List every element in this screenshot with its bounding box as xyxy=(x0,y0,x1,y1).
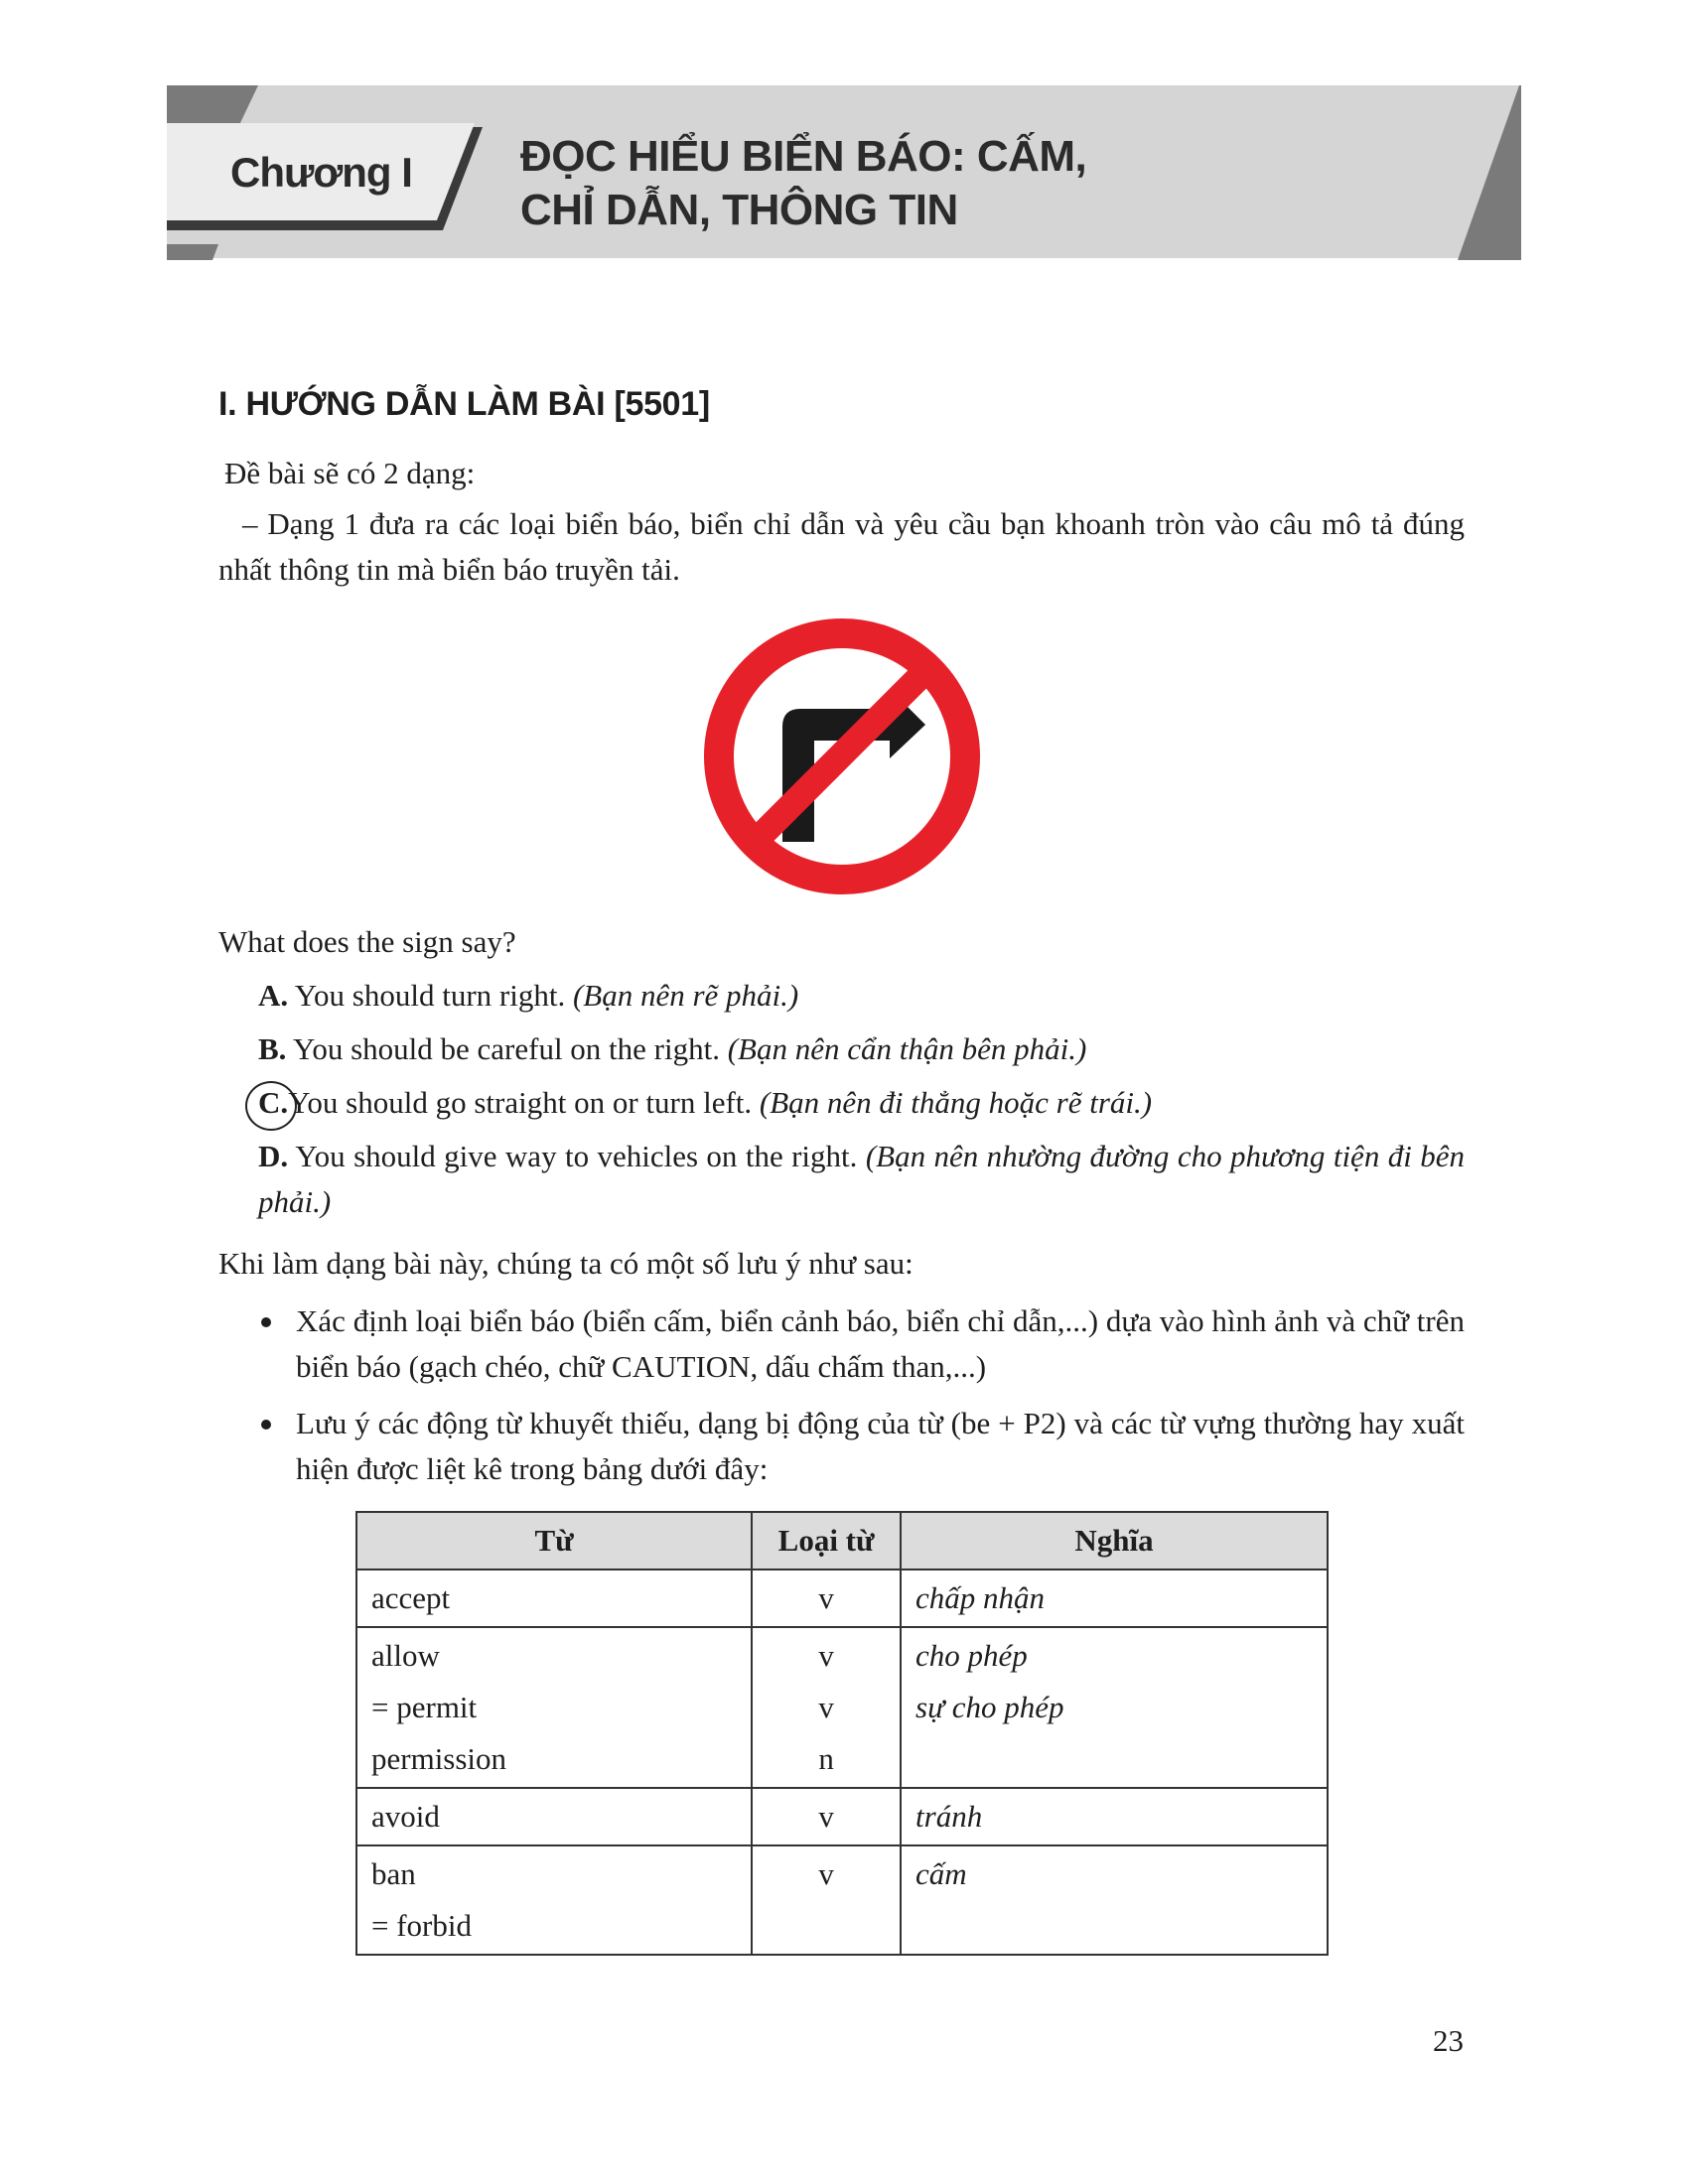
option-letter: C. xyxy=(258,1085,289,1120)
type-cell xyxy=(752,1845,901,1955)
word: = forbid xyxy=(371,1908,472,1943)
chapter-title xyxy=(520,130,1414,237)
header-meaning: Nghĩa xyxy=(901,1512,1328,1570)
intro-text: Đề bài sẽ có 2 dạng: xyxy=(224,456,476,490)
option-c xyxy=(258,1080,1465,1126)
chapter-banner xyxy=(0,0,1688,268)
table-row xyxy=(356,1845,1328,1955)
word-type: v xyxy=(818,1799,834,1834)
question-prompt: What does the sign say? xyxy=(218,924,516,959)
section-heading: I. HƯỚNG DẪN LÀM BÀI [5501] xyxy=(218,385,710,423)
word: allow xyxy=(371,1638,440,1673)
word-cell xyxy=(356,1627,752,1788)
page-number: 23 xyxy=(1433,2023,1464,2058)
word-type: v xyxy=(818,1580,834,1615)
word-cell xyxy=(356,1788,752,1845)
chapter-title-line1: ĐỌC HIỂU BIỂN BÁO: CẤM, xyxy=(520,132,1087,181)
type-cell xyxy=(752,1570,901,1627)
table-row xyxy=(356,1627,1328,1788)
meaning-cell xyxy=(901,1845,1328,1955)
bullet-dot xyxy=(261,1317,271,1327)
type-cell xyxy=(752,1627,901,1788)
header-word: Từ xyxy=(356,1512,752,1570)
header-type: Loại từ xyxy=(752,1512,901,1570)
option-text: You should be careful on the right. xyxy=(293,1031,720,1066)
note-bullet-2: Lưu ý các động từ khuyết thiếu, dạng bị động của từ (be + P2) và các từ vựng thường hay xuất hiện được liệt kê trong bảng dưới đây: xyxy=(296,1406,1465,1486)
table-row xyxy=(356,1570,1328,1627)
option-text: You should turn right. xyxy=(294,978,566,1013)
option-a xyxy=(258,973,1465,1019)
option-letter: A. xyxy=(258,978,289,1013)
meaning-cell xyxy=(901,1788,1328,1845)
meaning: chấp nhận xyxy=(915,1580,1046,1615)
option-b xyxy=(258,1026,1465,1072)
word: permission xyxy=(371,1741,507,1776)
word-cell xyxy=(356,1570,752,1627)
option-translation: (Bạn nên nhường đường cho phương tiện đi bên phải.) xyxy=(258,1139,1465,1219)
word-type: n xyxy=(818,1741,834,1776)
no-right-turn-sign-icon xyxy=(691,606,993,907)
vocabulary-table xyxy=(355,1511,1329,1956)
dang1-text: – Dạng 1 đưa ra các loại biển báo, biển chỉ dẫn và yêu cầu bạn khoanh tròn vào câu mô tả đúng nhất thông tin mà biển báo truyền tải. xyxy=(218,506,1465,587)
word-type: v xyxy=(818,1690,834,1724)
meaning: sự cho phép xyxy=(915,1690,1064,1724)
meaning-cell xyxy=(901,1627,1328,1788)
option-translation: (Bạn nên rẽ phải.) xyxy=(572,978,799,1013)
meaning: cấm xyxy=(915,1856,967,1891)
meaning: cho phép xyxy=(915,1638,1028,1673)
word-cell xyxy=(356,1845,752,1955)
option-translation: (Bạn nên đi thẳng hoặc rẽ trái.) xyxy=(759,1085,1153,1120)
word: avoid xyxy=(371,1799,440,1834)
word: ban xyxy=(371,1856,416,1891)
type-cell xyxy=(752,1788,901,1845)
word: = permit xyxy=(371,1690,478,1724)
option-d xyxy=(258,1134,1465,1225)
meaning-cell xyxy=(901,1570,1328,1627)
note-bullet-1: Xác định loại biển báo (biển cấm, biển cảnh báo, biển chỉ dẫn,...) dựa vào hình ảnh và chữ trên biển báo (gạch chéo, chữ CAUTION, dấu chấm than,...) xyxy=(296,1303,1465,1384)
bullet-dot xyxy=(261,1420,271,1430)
chapter-title-line2: CHỈ DẪN, THÔNG TIN xyxy=(520,186,958,234)
table-header-row xyxy=(356,1512,1328,1570)
notes-intro: Khi làm dạng bài này, chúng ta có một số lưu ý như sau: xyxy=(218,1246,914,1281)
chapter-label: Chương I xyxy=(230,149,412,196)
option-translation: (Bạn nên cẩn thận bên phải.) xyxy=(727,1031,1087,1066)
option-letter: B. xyxy=(258,1031,287,1066)
word-type: v xyxy=(818,1856,834,1891)
table-row xyxy=(356,1788,1328,1845)
word: accept xyxy=(371,1580,451,1615)
meaning: tránh xyxy=(915,1799,983,1834)
option-letter: D. xyxy=(258,1139,289,1173)
option-text: You should give way to vehicles on the right. xyxy=(295,1139,858,1173)
option-text: You should go straight on or turn left. xyxy=(288,1085,753,1120)
word-type: v xyxy=(818,1638,834,1673)
